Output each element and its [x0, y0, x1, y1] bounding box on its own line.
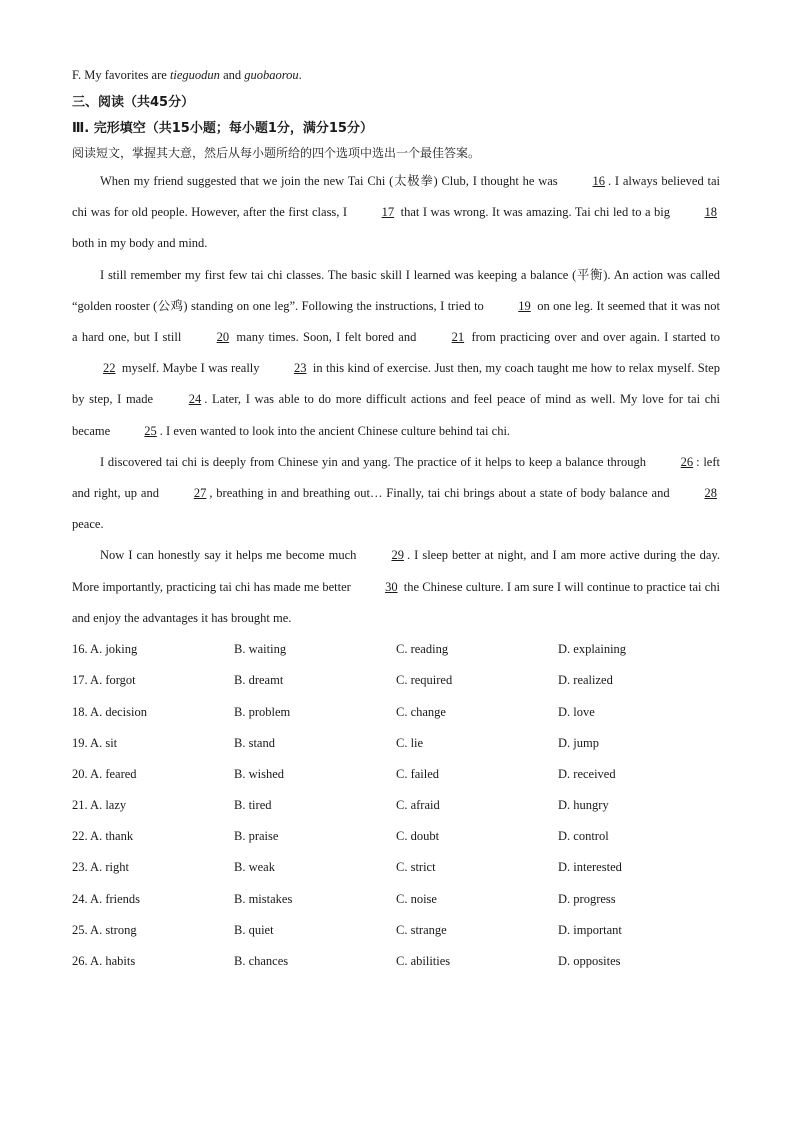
- option-b: B. tired: [234, 798, 272, 813]
- passage-paragraph-4: [72, 540, 720, 634]
- passage-text: I still remember my first few tai chi classes. The basic skill I learned was keeping a balance (平衡). An action was called “golden rooster (公鸡) standing on one leg”. Following the instructions, I tried to: [72, 267, 720, 313]
- option-d: D. interested: [558, 860, 622, 875]
- passage-text: both in my body and mind.: [72, 236, 208, 251]
- passage-text: I discovered tai chi is deeply from Chinese yin and yang. The practice of it helps to keep a balance through: [100, 454, 650, 469]
- passage-paragraph-1: [72, 166, 720, 260]
- option-row-23: [72, 852, 720, 883]
- option-a: 24. A. friends: [72, 891, 141, 906]
- italic-word: guobaorou: [244, 68, 299, 82]
- option-d: D. control: [558, 829, 609, 844]
- option-a: 26. A. habits: [72, 954, 136, 969]
- option-c: C. abilities: [396, 954, 451, 969]
- blank-18: 18: [704, 205, 718, 220]
- blank-26: 26: [680, 454, 694, 469]
- option-row-22: [72, 821, 720, 852]
- passage-text: . I sleep better at night, and I am more active during the day. More importantly, practicing tai chi has made me better: [72, 548, 721, 594]
- passage-text: Now I can honestly say it helps me become much: [100, 548, 361, 563]
- passage-paragraph-2: [72, 260, 720, 447]
- passage-text: the Chinese culture. I am sure I will continue to practice tai chi and enjoy the advantages it has brought me.: [72, 579, 720, 625]
- passage-text: on one leg. It seemed that it was not a hard one, but I still: [72, 298, 720, 345]
- passage-text: peace.: [72, 517, 104, 532]
- passage-paragraph-3: [72, 447, 720, 541]
- option-a: 18. A. decision: [72, 704, 147, 719]
- blank-22: 22: [103, 361, 116, 376]
- blank-23: 23: [293, 361, 307, 376]
- blank-30: 30: [385, 579, 398, 594]
- document-page: [72, 64, 720, 977]
- option-row-25: [72, 915, 720, 946]
- option-c: C. afraid: [396, 798, 440, 813]
- blank-17: 17: [381, 205, 395, 220]
- option-b: B. chances: [234, 954, 289, 969]
- italic-word: tieguodun: [169, 68, 220, 82]
- option-c: C. reading: [396, 642, 449, 657]
- blank-19: 19: [518, 298, 531, 313]
- option-b: B. weak: [234, 860, 275, 875]
- option-b: B. quiet: [234, 922, 274, 937]
- passage-text: . I even wanted to look into the ancient Chinese culture behind tai chi.: [159, 423, 511, 438]
- option-c: C. lie: [396, 735, 424, 750]
- option-b: B. praise: [234, 829, 279, 844]
- option-d: D. explaining: [558, 642, 627, 657]
- option-c: C. change: [396, 704, 446, 719]
- option-d: D. hungry: [558, 798, 609, 813]
- option-b: B. mistakes: [234, 891, 293, 906]
- option-row-26: [72, 946, 720, 977]
- option-c: C. noise: [396, 891, 437, 906]
- blank-24: 24: [188, 392, 202, 407]
- option-a: 21. A. lazy: [72, 798, 127, 813]
- option-c: C. strict: [396, 860, 436, 875]
- passage-text: . I always believed tai chi was for old people. However, after the first class, I: [72, 174, 720, 220]
- option-d: D. opposites: [558, 954, 621, 969]
- blank-29: 29: [391, 548, 404, 563]
- option-c: C. failed: [396, 766, 440, 781]
- option-row-17: [72, 665, 720, 696]
- passage-text: that I was wrong. It was amazing. Tai chi led to a big: [397, 205, 674, 220]
- section-heading: 三、阅读（共45分）: [72, 95, 195, 110]
- option-d: D. realized: [558, 673, 613, 688]
- line-text: F. My favorites are: [72, 68, 170, 82]
- option-row-24: [72, 884, 720, 915]
- option-c: C. strange: [396, 922, 447, 937]
- option-a: 16. A. joking: [72, 642, 138, 657]
- option-d: D. love: [558, 704, 595, 719]
- option-d: D. jump: [558, 735, 599, 750]
- option-row-20: [72, 759, 720, 790]
- passage-text: many times. Soon, I felt bored and: [232, 330, 421, 345]
- option-b: B. stand: [234, 735, 275, 750]
- option-a: 25. A. strong: [72, 922, 137, 937]
- passage-text: , breathing in and breathing out… Finally, tai chi brings about a state of body balance and: [209, 486, 674, 501]
- option-row-18: [72, 696, 720, 727]
- option-b: B. waiting: [234, 642, 287, 657]
- blank-21: 21: [451, 330, 465, 345]
- previous-answer-line: [72, 64, 720, 86]
- option-row-16: [72, 634, 720, 665]
- option-d: D. important: [558, 922, 622, 937]
- blank-20: 20: [216, 330, 230, 345]
- passage-text: in this kind of exercise. Just then, my coach taught me how to relax myself. Step by step, I made: [72, 361, 720, 407]
- option-d: D. received: [558, 766, 616, 781]
- passage-text: : left and right, up and: [72, 454, 720, 501]
- passage-text: When my friend suggested that we join the new Tai Chi (太极拳) Club, I thought he was: [100, 174, 562, 188]
- option-row-21: [72, 790, 720, 821]
- option-a: 20. A. feared: [72, 766, 137, 781]
- option-row-19: [72, 728, 720, 759]
- blank-28: 28: [704, 486, 717, 501]
- blank-16: 16: [592, 174, 605, 188]
- option-a: 22. A. thank: [72, 829, 134, 844]
- passage-text: myself. Maybe I was really: [118, 361, 263, 376]
- instruction-text: 阅读短文，掌握其大意，然后从每小题所给的四个选项中选出一个最佳答案。: [72, 146, 481, 160]
- option-c: C. doubt: [396, 829, 440, 844]
- line-text: .: [298, 68, 302, 82]
- option-b: B. dreamt: [234, 673, 284, 688]
- option-b: B. problem: [234, 704, 291, 719]
- blank-25: 25: [144, 423, 157, 438]
- answer-options: [72, 634, 720, 977]
- option-a: 17. A. forgot: [72, 673, 136, 688]
- option-c: C. required: [396, 673, 453, 688]
- cloze-heading: Ⅲ. 完形填空（共15小题；每小题1分，满分15分）: [72, 121, 373, 136]
- option-d: D. progress: [558, 891, 616, 906]
- option-a: 23. A. right: [72, 860, 129, 875]
- option-b: B. wished: [234, 766, 284, 781]
- passage-text: from practicing over and over again. I started to: [467, 330, 720, 345]
- option-a: 19. A. sit: [72, 735, 118, 750]
- passage-text: . Later, I was able to do more difficult actions and feel peace of mind as well. My love for tai chi became: [72, 392, 720, 438]
- line-text: and: [219, 68, 245, 82]
- blank-27: 27: [193, 486, 207, 501]
